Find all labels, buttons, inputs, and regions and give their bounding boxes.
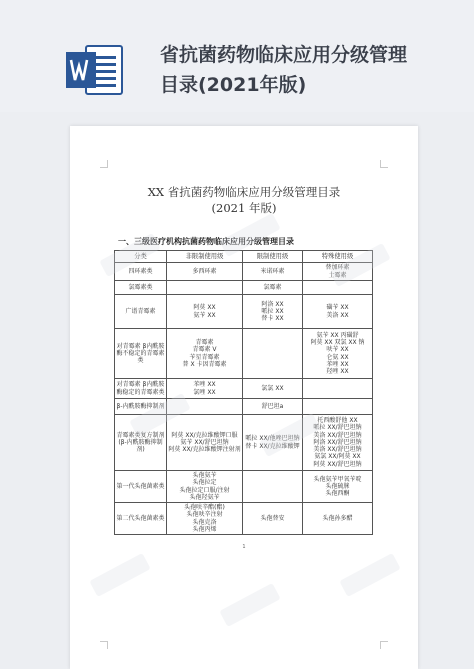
table-cell: 苯唑 XX 氯唑 XX bbox=[167, 379, 243, 399]
document-page bbox=[70, 126, 418, 669]
table-cell: 氯霉素类 bbox=[115, 281, 167, 295]
document-subtitle: (2021 年版) bbox=[211, 201, 277, 215]
table-cell: 舒巴坦a bbox=[243, 399, 303, 415]
table-cell: 阿莫 XX/克拉维酸钾口服 氨苄 XX/舒巴坦钠 阿莫 XX/克拉维酸钾注射剂 bbox=[167, 415, 243, 471]
page-title-line2: 目录(2021年版) bbox=[160, 74, 307, 96]
table-cell: β-内酰胺酶抑制剂 bbox=[115, 399, 167, 415]
crop-mark bbox=[100, 160, 108, 168]
table-cell: 头孢氨苄 头孢拉定 头孢拉定口服/注射 头孢羟氨苄 bbox=[167, 471, 243, 503]
section-heading: 一、三级医疗机构抗菌药物临床应用分级管理目录 bbox=[118, 237, 294, 246]
table-cell bbox=[303, 281, 373, 295]
page-number: 1 bbox=[242, 544, 246, 550]
table-cell: 多西环素 bbox=[167, 263, 243, 281]
table-cell: 青霉素 青霉素 V 苄星青霉素 普 X 卡因青霉素 bbox=[167, 329, 243, 379]
table-cell: 头孢呋辛酯(酯) 头孢呋辛注射 头孢克洛 头孢丙烯 bbox=[167, 503, 243, 535]
table-cell: 阿洛 XX 哌拉 XX 替卡 XX bbox=[243, 295, 303, 329]
crop-mark bbox=[380, 160, 388, 168]
preview-banner bbox=[0, 0, 474, 112]
page-title-line1: 省抗菌药物临床应用分级管理 bbox=[160, 44, 408, 66]
table-cell bbox=[167, 399, 243, 415]
page-title bbox=[160, 40, 460, 100]
table-cell: 对青霉素 β内酰胺酶稳定的青霉素类 bbox=[115, 379, 167, 399]
table-cell: 对青霉素 β内酰胺酶不稳定的青霉素类 bbox=[115, 329, 167, 379]
table-cell bbox=[243, 329, 303, 379]
table-row bbox=[115, 415, 373, 471]
column-header: 特殊使用级 bbox=[303, 251, 373, 263]
table-row bbox=[115, 399, 373, 415]
table-cell: 头孢氨苄甲氧苄啶 头孢硫脒 头孢西酮 bbox=[303, 471, 373, 503]
crop-mark bbox=[100, 641, 108, 649]
table-row bbox=[115, 295, 373, 329]
table-cell: 米诺环素 bbox=[243, 263, 303, 281]
table-cell bbox=[167, 281, 243, 295]
table-cell bbox=[303, 399, 373, 415]
table-cell: 磺苄 XX 美洛 XX bbox=[303, 295, 373, 329]
table-cell: 第一代头孢菌素类 bbox=[115, 471, 167, 503]
column-header: 非限制使用级 bbox=[167, 251, 243, 263]
table-cell: 第二代头孢菌素类 bbox=[115, 503, 167, 535]
table-row bbox=[115, 503, 373, 535]
word-doc-icon bbox=[66, 44, 124, 96]
table-cell: 氨苄 XX 丙磺舒 阿莫 XX 双氯 XX 钠 呋苄 XX 仑氨 XX 苯唑 XX 羟唑 XX bbox=[303, 329, 373, 379]
table-cell: 头孢孙多醋 bbox=[303, 503, 373, 535]
table-cell: 哌拉 XX/他唑巴坦钠 替卡 XX/克拉维酸钾 bbox=[243, 415, 303, 471]
table-cell: 氯霉素 bbox=[243, 281, 303, 295]
crop-mark bbox=[380, 641, 388, 649]
table-cell: 氯氯 XX bbox=[243, 379, 303, 399]
table-cell bbox=[303, 379, 373, 399]
table-row bbox=[115, 263, 373, 281]
table-cell: 广谱青霉素 bbox=[115, 295, 167, 329]
column-header: 限制使用级 bbox=[243, 251, 303, 263]
table-cell: 青霉素类复方制剂(β-内酰胺酶抑制剂) bbox=[115, 415, 167, 471]
table-row bbox=[115, 471, 373, 503]
table-header-row bbox=[115, 251, 373, 263]
table-cell: 托西酸舒他 XX 哌拉 XX/舒巴坦钠 美洛 XX/舒巴坦钠 阿洛 XX/舒巴坦钠 美洛 XX/舒巴坦钠 氨氯 XX/阿莫 XX 阿莫 XX/舒巴坦钠 bbox=[303, 415, 373, 471]
column-header: 分类 bbox=[115, 251, 167, 263]
table-row bbox=[115, 281, 373, 295]
table-cell: 头孢替安 bbox=[243, 503, 303, 535]
table-cell: 替加环素 土霉素 bbox=[303, 263, 373, 281]
drug-classification-table bbox=[114, 250, 373, 535]
table-cell: 阿莫 XX 氨苄 XX bbox=[167, 295, 243, 329]
table-row bbox=[115, 329, 373, 379]
table-cell: 四环素类 bbox=[115, 263, 167, 281]
table-row bbox=[115, 379, 373, 399]
table-cell bbox=[243, 471, 303, 503]
document-title: XX 省抗菌药物临床应用分级管理目录 bbox=[147, 185, 341, 199]
